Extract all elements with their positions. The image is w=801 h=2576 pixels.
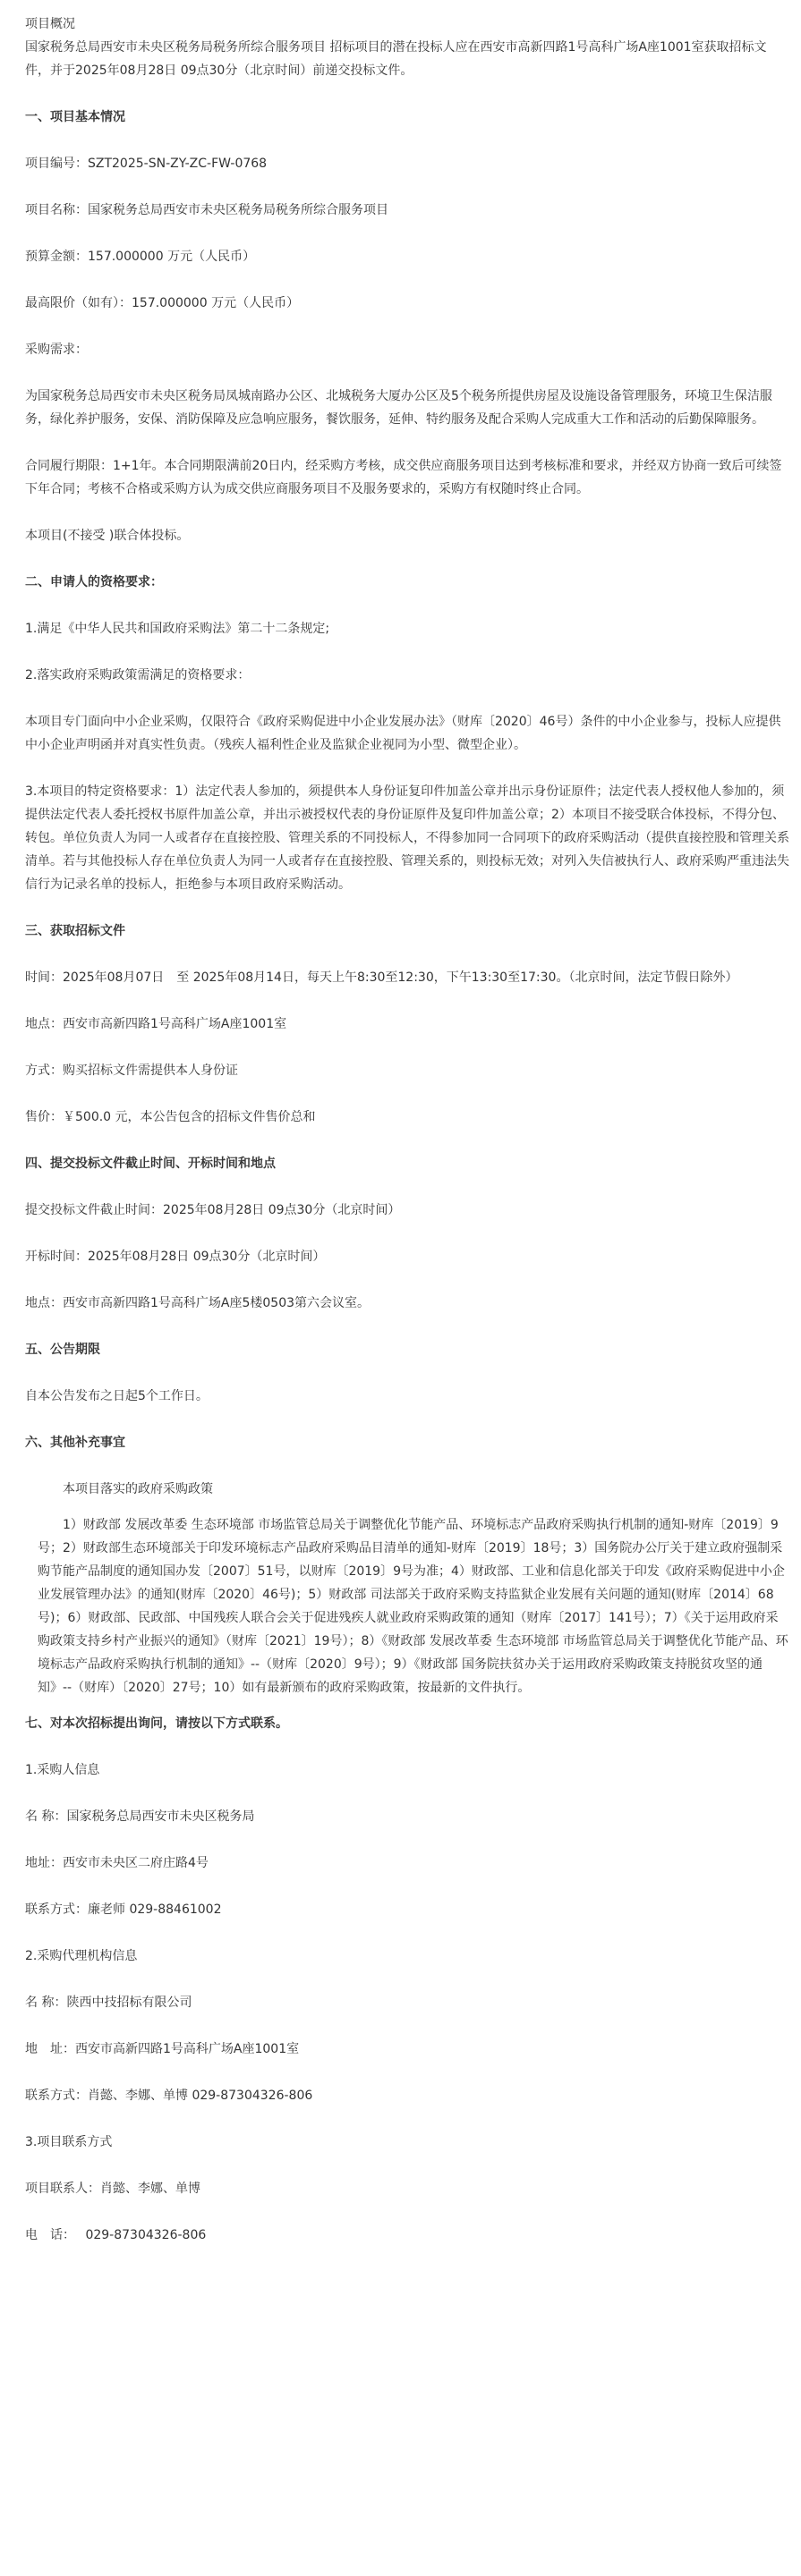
document-price: 售价：￥500.0 元，本公告包含的招标文件售价总和 [25, 1110, 316, 1124]
procurement-needs-text: 为国家税务总局西安市未央区税务局凤城南路办公区、北城税务大厦办公区及5个税务所提供房屋及设施设备管理服务，环境卫生保洁服务，绿化养护服务，安保、消防保障及应急响应服务，餐饮服务，延伸、特约服务及配合采购人完成重大工作和活动的后勤保障服务。 [25, 389, 772, 427]
consortium-note: 本项目(不接受 )联合体投标。 [25, 529, 190, 543]
requirement-3: 3.本项目的特定资格要求：1）法定代表人参加的，须提供本人身份证复印件加盖公章并出示身份证原件；法定代表人授权他人参加的，须提供法定代表人委托授权书原件加盖公章，并出示被授权代表的身份证原件及复印件加盖公章；2）本项目不接受联合体投标，不得分包、转包。单位负责人为同一人或者存在直接控股、管理关系的不同投标人，不得参加同一合同项下的政府采购活动（提供直接控股和管理关系清单。若与其他投标人存在单位负责人为同一人或者存在直接控股、管理关系的，则投标无效；对列入失信被执行人、政府采购严重违法失信行为记录名单的投标人，拒绝参与本项目政府采购活动。 [25, 784, 789, 892]
section-7-title: 七、对本次招标提出询问，请按以下方式联系。 [25, 1716, 288, 1731]
policy-title: 本项目落实的政府采购政策 [63, 1482, 213, 1496]
document-time: 时间：2025年08月07日 至 2025年08月14日，每天上午8:30至12:30，下午13:30至17:30。（北京时间，法定节假日除外） [25, 970, 738, 985]
document-place: 地点：西安市高新四路1号高科广场A座1001室 [25, 1017, 287, 1031]
project-name: 项目名称：国家税务总局西安市未央区税务局税务所综合服务项目 [25, 203, 388, 217]
project-contact-phone: 电 话： 029-87304326-806 [25, 2228, 207, 2242]
section-5-title: 五、公告期限 [25, 1343, 100, 1357]
buyer-name: 名 称：国家税务总局西安市未央区税务局 [25, 1809, 255, 1824]
section-4-title: 四、提交投标文件截止时间、开标时间和地点 [25, 1157, 276, 1171]
document-method: 方式：购买招标文件需提供本人身份证 [25, 1063, 238, 1078]
section-2-title: 二、申请人的资格要求： [25, 575, 163, 589]
buyer-address: 地址：西安市未央区二府庄路4号 [25, 1856, 209, 1870]
section-3-title: 三、获取招标文件 [25, 924, 125, 938]
agent-contact: 联系方式：肖懿、李娜、单博 029-87304326-806 [25, 2089, 313, 2103]
opening-time: 开标时间：2025年08月28日 09点30分（北京时间） [25, 1250, 326, 1264]
agent-name: 名 称：陕西中技招标有限公司 [25, 1996, 192, 2010]
submission-deadline: 提交投标文件截止时间：2025年08月28日 09点30分（北京时间） [25, 1203, 401, 1217]
overview-text: 国家税务总局西安市未央区税务局税务所综合服务项目 招标项目的潜在投标人应在西安市高新四路1号高科广场A座1001室获取招标文件，并于2025年08月28日 09点30分（北京时间）前递交投标文件。 [25, 40, 767, 78]
max-price: 最高限价（如有）：157.000000 万元（人民币） [25, 296, 300, 310]
procurement-needs-label: 采购需求： [25, 343, 88, 357]
requirement-2-text: 本项目专门面向中小企业采购，仅限符合《政府采购促进中小企业发展办法》（财库〔2020〕46号）条件的中小企业参与，投标人应提供中小企业声明函并对真实性负责。（残疾人福利性企业及监狱企业视同为小型、微型企业）。 [25, 715, 781, 752]
project-number: 项目编号：SZT2025-SN-ZY-ZC-FW-0768 [25, 157, 268, 171]
contract-period: 合同履行期限：1+1年。本合同期限满前20日内，经采购方考核，成交供应商服务项目达到考核标准和要求，并经双方协商一致后可续签下年合同；考核不合格或采购方认为成交供应商服务项目不及服务要求的，采购方有权随时终止合同。 [25, 459, 782, 496]
agent-address: 地 址：西安市高新四路1号高科广场A座1001室 [25, 2042, 300, 2056]
buyer-contact: 联系方式：廉老师 029-88461002 [25, 1902, 222, 1917]
agent-heading: 2.采购代理机构信息 [25, 1949, 138, 1963]
section-6-title: 六、其他补充事宜 [25, 1436, 125, 1450]
project-contact-heading: 3.项目联系方式 [25, 2135, 113, 2149]
budget-amount: 预算金额：157.000000 万元（人民币） [25, 250, 256, 264]
overview-heading: 项目概况 [25, 17, 75, 31]
opening-place: 地点：西安市高新四路1号高科广场A座5楼0503第六会议室。 [25, 1296, 371, 1310]
requirement-2: 2.落实政府采购政策需满足的资格要求： [25, 668, 251, 682]
buyer-heading: 1.采购人信息 [25, 1763, 100, 1777]
overview-block [25, 13, 790, 82]
project-contact-people: 项目联系人：肖懿、李娜、单博 [25, 2182, 200, 2196]
notice-period: 自本公告发布之日起5个工作日。 [25, 1389, 209, 1403]
section-1-title: 一、项目基本情况 [25, 110, 125, 124]
policy-text: 1）财政部 发展改革委 生态环境部 市场监管总局关于调整优化节能产品、环境标志产品政府采购执行机制的通知-财库〔2019〕9号；2）财政部生态环境部关于印发环境标志产品政府采购品目清单的通知-财库〔2019〕18号；3）国务院办公厅关于建立政府强制采购节能产品制度的通知国办发〔2007〕51号，以财库〔2019〕9号为准；4）财政部、工业和信息化部关于印发《政府采购促进中小企业发展管理办法》的通知(财库〔2020〕46号)；5）财政部 司法部关于政府采购支持监狱企业发展有关问题的通知(财库〔2014〕68号)；6）财政部、民政部、中国残疾人联合会关于促进残疾人就业政府采购政策的通知（财库〔2017〕141号）；7）《关于运用政府采购政策支持乡村产业振兴的通知》（财库〔2021〕19号）；8）《财政部 发展改革委 生态环境部 市场监管总局关于调整优化节能产品、环境标志产品政府采购执行机制的通知》--（财库〔2020〕9号）；9）《财政部 国务院扶贫办关于运用政府采购政策支持脱贫攻坚的通知》--（财库）〔2020〕27号；10）如有最新颁布的政府采购政策，按最新的文件执行。 [38, 1518, 788, 1695]
requirement-1: 1.满足《中华人民共和国政府采购法》第二十二条规定; [25, 622, 330, 636]
